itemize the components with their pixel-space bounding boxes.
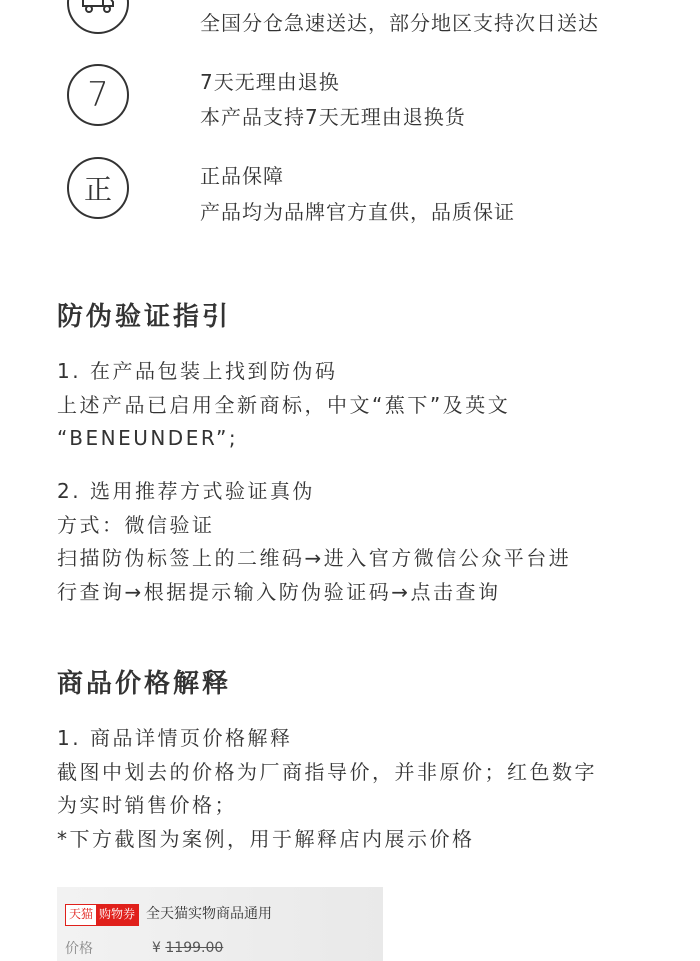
verify-line: 方式：微信验证 [57,512,215,537]
service-description: 产品均为品牌官方直供，品质保证 [200,200,515,224]
price-paragraph [57,722,597,856]
verify-paragraph [57,475,571,609]
service-description: 本产品支持7天无理由退换货 [200,105,466,129]
service-description: 全国分仓急速送达，部分地区支持次日送达 [200,11,599,35]
delivery-truck-icon [67,0,129,34]
tmall-tag-label: 天猫 [66,905,96,925]
tmall-coupon-tag [65,904,139,926]
price-line: 1. 商品详情页价格解释 [57,726,293,750]
original-price: 1199.00 [165,940,224,956]
price-heading: 商品价格解释 [57,669,232,699]
currency-symbol: ¥ [152,940,161,956]
authentic-icon [67,157,129,219]
verify-line: 1. 在产品包装上找到防伪码 [57,359,338,383]
seven-day-return-glyph: 7 [87,75,109,115]
example-price-screenshot [57,887,383,961]
price-label: 价格 [65,941,93,957]
strikethrough-price [152,940,223,956]
price-line: *下方截图为案例，用于解释店内展示价格 [57,826,475,851]
service-title: 正品保障 [200,164,284,188]
verify-line: 行查询→根据提示输入防伪验证码→点击查询 [57,579,501,604]
seven-day-return-icon [67,64,129,126]
coupon-tag-label: 购物券 [96,905,138,925]
service-title: 7天无理由退换 [200,70,340,94]
authentic-glyph: 正 [83,173,112,206]
verify-line: 2. 选用推荐方式验证真伪 [57,479,315,503]
verify-line: 上述产品已启用全新商标，中文“蕉下”及英文 [57,392,511,417]
verify-line: 扫描防伪标签上的二维码→进入官方微信公众平台进 [57,546,572,570]
verify-heading: 防伪验证指引 [57,302,232,332]
price-line: 截图中划去的价格为厂商指导价，并非原价；红色数字 [57,759,597,784]
price-line: 为实时销售价格； [57,793,237,817]
verify-line: “BENEUNDER”; [57,426,239,450]
verify-paragraph [57,355,510,456]
coupon-description: 全天猫实物商品通用 [146,906,272,922]
